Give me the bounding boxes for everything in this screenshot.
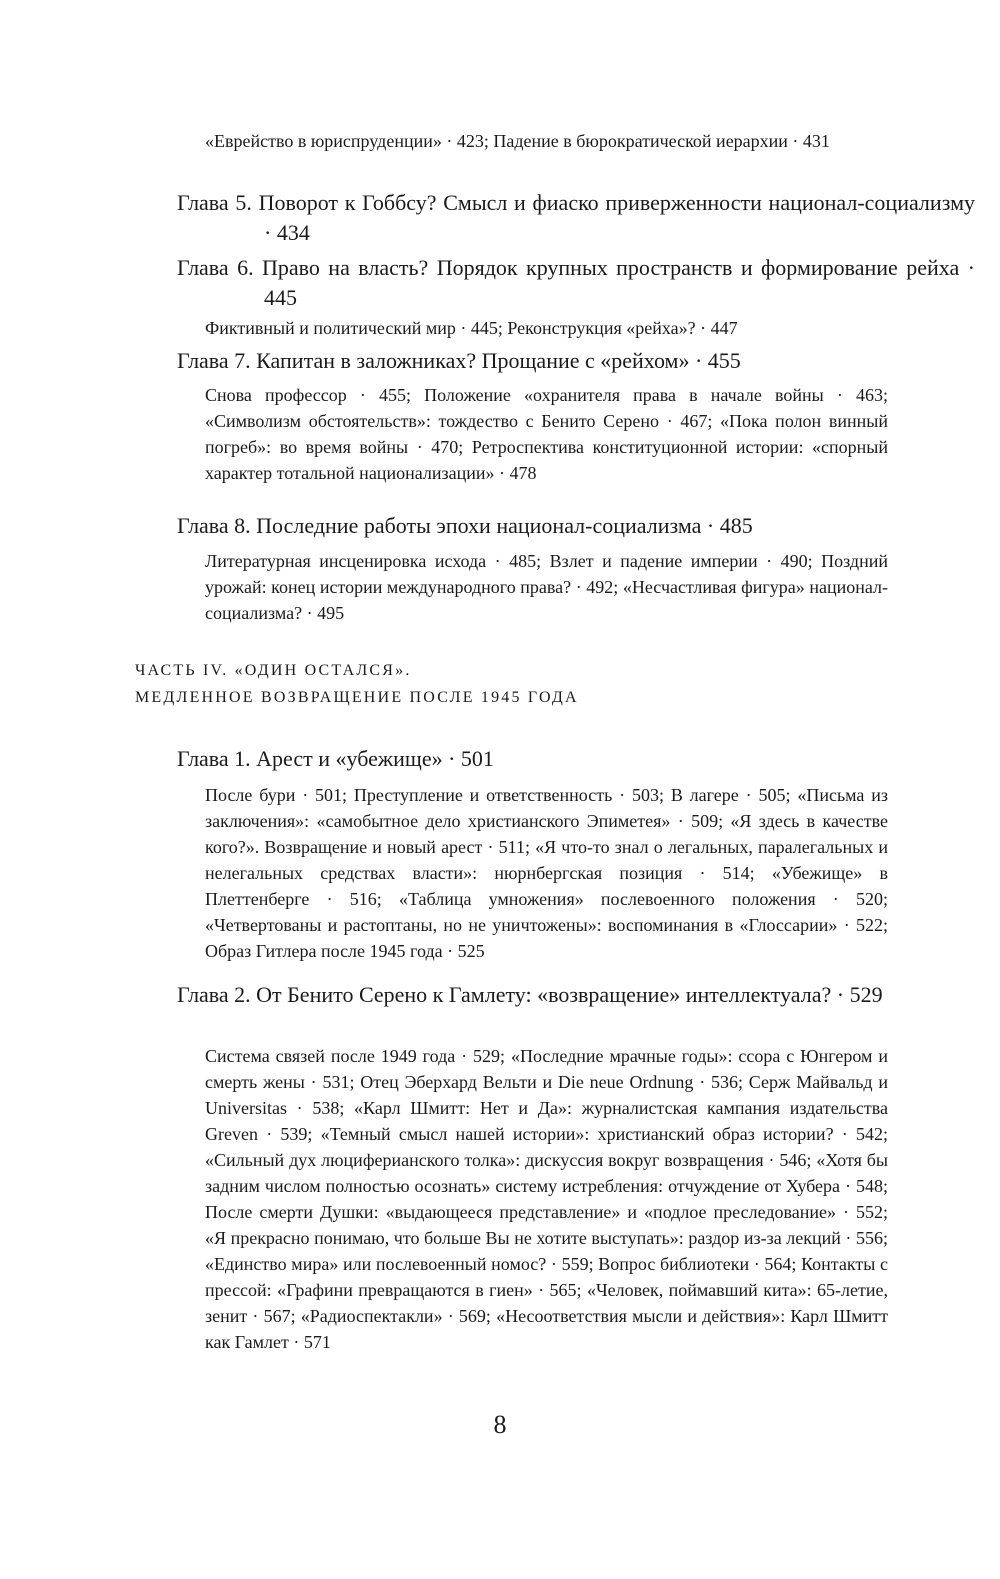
toc-subentry: Литературная инсценировка исхода · 485; Взлет и падение империи · 490; Поздний урожай: конец истории международного права? · 492; «Несчастливая фигура» национал-социализма? · 495 xyxy=(205,551,888,623)
part-heading xyxy=(135,657,895,711)
toc-chapter-1: Глава 1. Арест и «убежище» · 501 xyxy=(177,746,494,771)
part-heading-line: МЕДЛЕННОЕ ВОЗВРАЩЕНИЕ ПОСЛЕ 1945 ГОДА xyxy=(135,689,579,706)
toc-subentry: Фиктивный и политический мир · 445; Реконструкция «рейха»? · 447 xyxy=(205,318,738,338)
toc-chapter-2: Глава 2. От Бенито Серено к Гамлету: «возвращение» интеллектуала? · 529 xyxy=(177,982,883,1007)
toc-subentry: После бури · 501; Преступление и ответственность · 503; В лагере · 505; «Письма из заключения»: «самобытное дело христианского Эпиметея» · 509; «Я здесь в качестве кого?». Возвращение и новый арест · 511; «Я что-то знал о легальных, паралегальных и нелегальных средствах власти»: нюрнбергская позиция · 514; «Убежище» в Плеттенберге · 516; «Таблица умножения» послевоенного положения · 520; «Четвертованы и растоптаны, но не уничтожены»: воспоминания в «Глоссарии» · 522; Образ Гитлера после 1945 года · 525 xyxy=(205,785,888,961)
page-number: 8 xyxy=(493,1410,507,1439)
toc-chapter-5: Глава 5. Поворот к Гоббсу? Смысл и фиаско приверженности национал-социализму · 434 xyxy=(177,190,975,245)
toc-subentry: Снова профессор · 455; Положение «охранителя права в начале войны · 463; «Символизм обстоятельств»: тождество с Бенито Серено · 467; «Пока полон винный погреб»: во время войны · 470; Ретроспектива конституционной истории: «спорный характер тотальной национализации» · 478 xyxy=(205,385,888,483)
toc-chapter-7: Глава 7. Капитан в заложниках? Прощание с «рейхом» · 455 xyxy=(177,348,741,373)
toc-subentry: «Еврейство в юриспруденции» · 423; Падение в бюрократической иерархии · 431 xyxy=(205,131,830,151)
toc-chapter-8: Глава 8. Последние работы эпохи национал-социализма · 485 xyxy=(177,513,753,538)
part-heading-line: ЧАСТЬ IV. «ОДИН ОСТАЛСЯ». xyxy=(135,662,412,679)
toc-chapter-6: Глава 6. Право на власть? Порядок крупных пространств и формирование рейха · 445 xyxy=(177,255,975,310)
toc-subentry: Система связей после 1949 года · 529; «Последние мрачные годы»: ссора с Юнгером и смерть жены · 531; Отец Эберхард Вельти и Die neue Ordnung · 536; Серж Майвальд и Universitas · 538; «Карл Шмитт: Нет и Да»: журналистская кампания издательства Greven · 539; «Темный смысл нашей истории»: христианский образ истории? · 542; «Сильный дух люциферианского толка»: дискуссия вокруг возвращения · 546; «Хотя бы задним числом полностью осознать» систему истребления: отчуждение от Хубера · 548; После смерти Душки: «выдающееся представление» и «подлое преследование» · 552; «Я прекрасно понимаю, что больше Вы не хотите выступать»: раздор из-за лекций · 556; «Единство мира» или послевоенный номос? · 559; Вопрос библиотеки · 564; Контакты с прессой: «Графини превращаются в гиен» · 565; «Человек, поймавший кита»: 65-летие, зенит · 567; «Радиоспектакли» · 569; «Несоответствия мысли и действия»: Карл Шмитт как Гамлет · 571 xyxy=(205,1046,888,1352)
